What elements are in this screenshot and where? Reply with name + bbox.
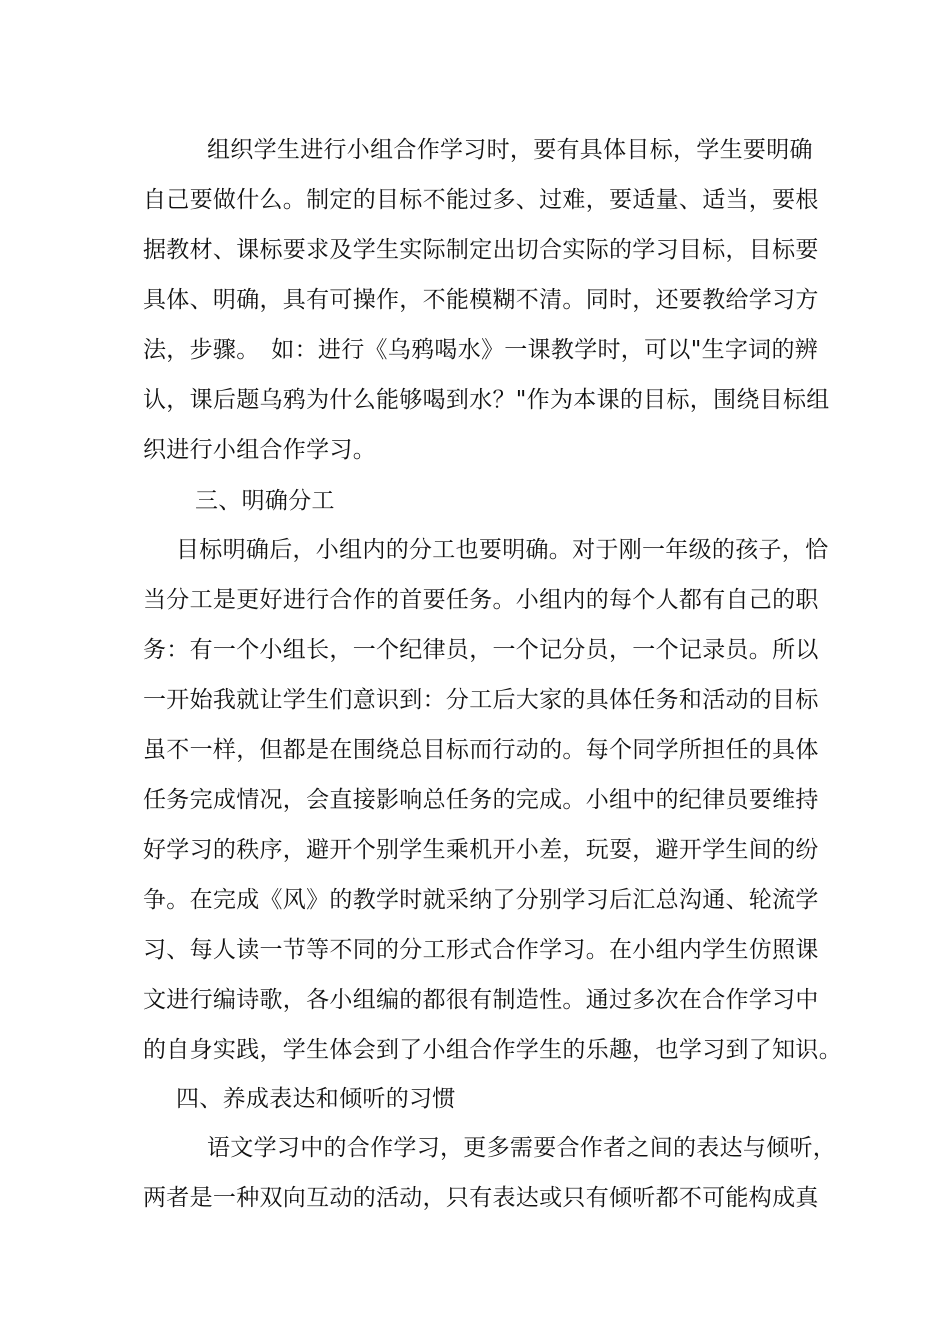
paragraph-1-line-6: 认，课后题乌鸦为什么能够喝到水？"作为本课的目标，围绕目标组 bbox=[143, 387, 830, 413]
paragraph-2-line-11: 的自身实践，学生体会到了小组合作学生的乐趣，也学习到了知识。 bbox=[143, 1037, 842, 1063]
paragraph-2-line-3: 务：有一个小组长，一个纪律员，一个记分员，一个记录员。所以 bbox=[143, 637, 819, 663]
paragraph-1-line-3: 据教材、课标要求及学生实际制定出切合实际的学习目标，目标要 bbox=[143, 237, 819, 263]
paragraph-1-line-7: 织进行小组合作学习。 bbox=[143, 437, 376, 463]
paragraph-1-line-4: 具体、明确，具有可操作，不能模糊不清。同时，还要教给学习方 bbox=[143, 287, 819, 313]
paragraph-2-line-4: 一开始我就让学生们意识到：分工后大家的具体任务和活动的目标 bbox=[143, 687, 819, 713]
section-heading-4: 四、养成表达和倾听的习惯 bbox=[176, 1086, 456, 1112]
paragraph-2-line-6: 任务完成情况，会直接影响总任务的完成。小组中的纪律员要维持 bbox=[143, 787, 819, 813]
paragraph-2-line-8: 争。在完成《风》的教学时就采纳了分别学习后汇总沟通、轮流学 bbox=[143, 887, 819, 913]
section-heading-3: 三、明确分工 bbox=[195, 488, 335, 514]
paragraph-1-line-5: 法，步骤。 如：进行《乌鸦喝水》一课教学时，可以"生字词的辨 bbox=[143, 337, 819, 363]
paragraph-2-line-2: 当分工是更好进行合作的首要任务。小组内的每个人都有自己的职 bbox=[143, 587, 819, 613]
paragraph-1-line-1: 组织学生进行小组合作学习时，要有具体目标，学生要明确 bbox=[207, 137, 813, 163]
paragraph-2-line-7: 好学习的秩序，避开个别学生乘机开小差，玩耍，避开学生间的纷 bbox=[143, 837, 819, 863]
paragraph-2-line-9: 习、每人读一节等不同的分工形式合作学习。在小组内学生仿照课 bbox=[143, 937, 819, 963]
paragraph-2-line-10: 文进行编诗歌，各小组编的都很有制造性。通过多次在合作学习中 bbox=[143, 987, 819, 1013]
paragraph-2-line-5: 虽不一样，但都是在围绕总目标而行动的。每个同学所担任的具体 bbox=[143, 737, 819, 763]
paragraph-2-line-1: 目标明确后，小组内的分工也要明确。对于刚一年级的孩子，恰 bbox=[176, 537, 829, 563]
paragraph-3-line-2: 两者是一种双向互动的活动，只有表达或只有倾听都不可能构成真 bbox=[143, 1185, 819, 1211]
paragraph-3-line-1: 语文学习中的合作学习，更多需要合作者之间的表达与倾听， bbox=[207, 1135, 837, 1161]
paragraph-1-line-2: 自己要做什么。制定的目标不能过多、过难，要适量、适当，要根 bbox=[143, 187, 819, 213]
